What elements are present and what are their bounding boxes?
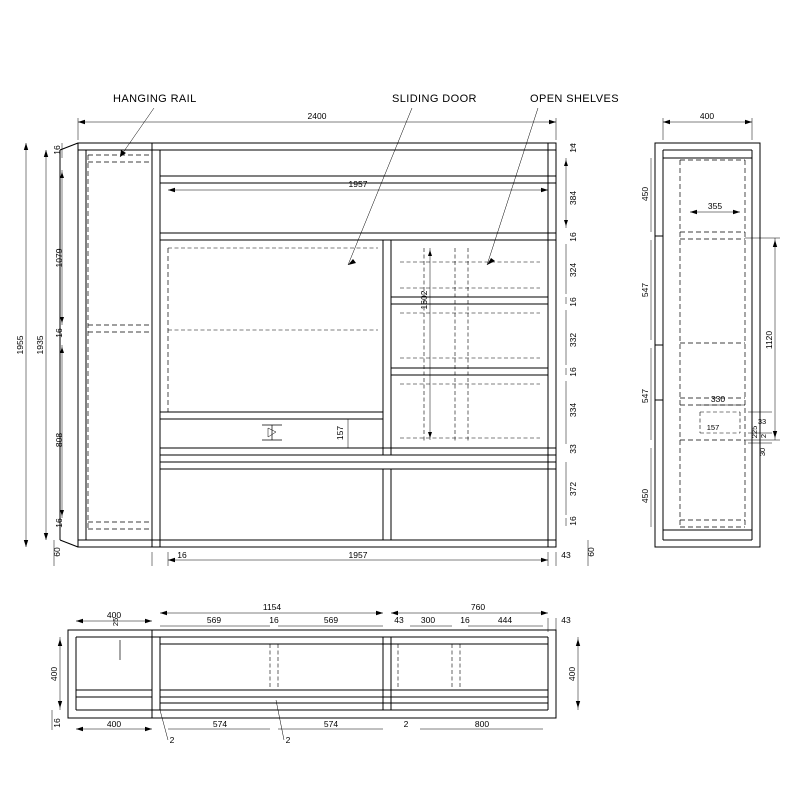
dim-right-14: 14	[568, 143, 578, 153]
dim-side-1120: 1120	[764, 330, 774, 350]
dim-side-157: 157	[706, 423, 720, 432]
dim-plan-16-thick: 16	[52, 718, 62, 728]
dim-plan-mid-1154: 1154	[262, 602, 282, 612]
dim-inner-height: 1935	[35, 335, 45, 355]
dim-right-16b: 16	[568, 297, 578, 307]
dim-side-450-top: 450	[640, 186, 650, 202]
dim-side-225: 225	[750, 425, 759, 439]
dim-left-16-low: 16	[54, 518, 64, 528]
dim-plan-43-right: 43	[561, 615, 571, 625]
side-elevation-view	[640, 111, 780, 547]
dim-bottom-43: 43	[561, 550, 571, 560]
dim-overall-height: 1955	[15, 335, 25, 355]
dim-plan-43: 43	[394, 615, 404, 625]
dim-plan-574b: 574	[323, 719, 339, 729]
dim-bottom-16: 16	[177, 550, 187, 560]
callout-sliding-door: SLIDING DOOR	[392, 93, 477, 105]
callout-hanging-rail: HANGING RAIL	[113, 93, 197, 105]
dim-plan-16: 16	[269, 615, 279, 625]
dim-overall-width: 2400	[307, 111, 327, 121]
dim-plan-16b: 16	[460, 615, 470, 625]
dim-side-450-bottom: 450	[640, 488, 650, 504]
dim-plan-bottom-400: 400	[106, 719, 122, 729]
leader-2-b: 2	[285, 735, 291, 745]
dim-right-16d: 16	[568, 516, 578, 526]
dim-bottom-1957: 1957	[348, 550, 368, 560]
dim-right-332: 332	[568, 332, 578, 348]
leader-2-a: 2	[169, 735, 175, 745]
dim-right-33: 33	[568, 444, 578, 454]
dim-sliding-door-1602: 1602	[419, 290, 429, 310]
dim-plan-25: 25	[111, 617, 120, 627]
dim-rail-1079: 1079	[54, 248, 64, 268]
plan-view	[49, 602, 580, 745]
dim-plan-569a: 569	[206, 615, 222, 625]
dim-right-384: 384	[568, 190, 578, 206]
dim-left-60: 60	[52, 547, 62, 557]
dim-plan-300: 300	[420, 615, 436, 625]
dim-left-808: 808	[54, 432, 64, 448]
dim-plan-800: 800	[474, 719, 490, 729]
dim-side-547-a: 547	[640, 282, 650, 298]
dim-plan-444: 444	[497, 615, 513, 625]
dim-right-324: 324	[568, 262, 578, 278]
dim-side-depth: 400	[699, 111, 715, 121]
dim-plan-depth-right: 400	[567, 666, 577, 682]
dim-right-16a: 16	[568, 232, 578, 242]
dim-right-334: 334	[568, 402, 578, 418]
dim-right-16c: 16	[568, 367, 578, 377]
dim-top-1957: 1957	[348, 179, 368, 189]
dim-right-60: 60	[586, 547, 596, 557]
dim-right-372: 372	[568, 481, 578, 497]
dim-left-16-mid: 16	[54, 328, 64, 338]
dim-left-16-top: 16	[52, 145, 62, 155]
dim-plan-569b: 569	[323, 615, 339, 625]
dim-side-355: 355	[707, 201, 723, 211]
dim-drawer-157: 157	[335, 425, 345, 441]
dim-plan-right-760: 760	[470, 602, 486, 612]
callout-open-shelves: OPEN SHELVES	[530, 93, 619, 105]
front-elevation-view	[15, 111, 596, 566]
dim-side-547-b: 547	[640, 388, 650, 404]
dim-plan-left-400: 400	[106, 610, 122, 620]
dim-side-330: 330	[710, 394, 726, 404]
dim-side-2: 2	[759, 433, 768, 439]
dim-plan-depth-left: 400	[49, 666, 59, 682]
dim-side-33: 33	[757, 417, 767, 426]
dim-plan-574a: 574	[212, 719, 228, 729]
dim-plan-2a: 2	[403, 719, 409, 729]
dim-side-30: 30	[758, 447, 767, 457]
